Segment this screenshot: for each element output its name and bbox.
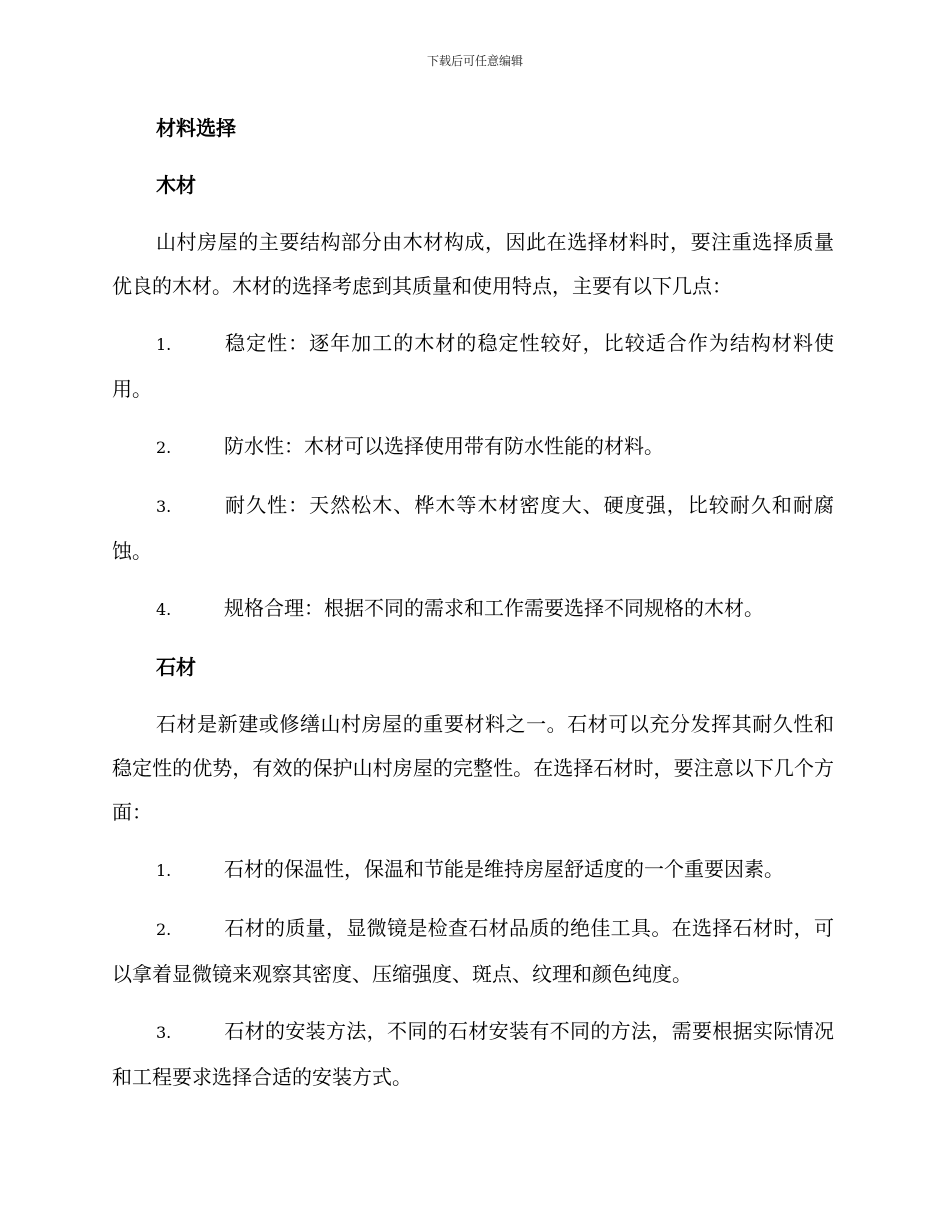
list-item [112, 906, 834, 996]
list-item-number: 2. [156, 438, 172, 457]
list-item-number: 3. [156, 497, 172, 516]
list-item-text: 石材的质量，显微镜是检查石材品质的绝佳工具。在选择石材时，可以拿着显微镜来观察其密度、压缩强度、斑点、纹理和颜色纯度。 [112, 916, 834, 986]
list-item-number: 1. [156, 335, 172, 354]
list-item-number: 4. [156, 600, 172, 619]
list-item-text: 耐久性：天然松木、桦木等木材密度大、硬度强，比较耐久和耐腐蚀。 [112, 493, 834, 563]
list-item [112, 483, 834, 573]
list-item-number: 1. [156, 861, 172, 880]
wood-heading: 木材 [156, 173, 196, 197]
list-item [112, 321, 834, 411]
list-item [112, 424, 834, 470]
section-title: 材料选择 [156, 116, 236, 140]
list-item-text: 防水性：木材可以选择使用带有防水性能的材料。 [224, 434, 664, 458]
wood-intro: 山村房屋的主要结构部分由木材构成，因此在选择材料时，要注重选择质量优良的木材。木材的选择考虑到其质量和使用特点，主要有以下几点： [112, 230, 834, 298]
list-item [112, 1009, 834, 1099]
list-item-number: 2. [156, 920, 172, 939]
document-body [112, 106, 834, 1112]
list-item-number: 3. [156, 1023, 172, 1042]
list-item-text: 稳定性：逐年加工的木材的稳定性较好，比较适合作为结构材料使用。 [112, 331, 834, 401]
list-item [112, 586, 834, 632]
list-item-text: 石材的安装方法，不同的石材安装有不同的方法，需要根据实际情况和工程要求选择合适的安装方式。 [112, 1019, 834, 1089]
page-header: 下载后可任意编辑 [426, 54, 523, 68]
stone-heading: 石材 [156, 655, 196, 679]
list-item-text: 石材的保温性，保温和节能是维持房屋舒适度的一个重要因素。 [224, 857, 784, 881]
stone-intro: 石材是新建或修缮山村房屋的重要材料之一。石材可以充分发挥其耐久性和稳定性的优势，有效的保护山村房屋的完整性。在选择石材时，要注意以下几个方面： [112, 712, 834, 824]
list-item [112, 847, 834, 893]
list-item-text: 规格合理：根据不同的需求和工作需要选择不同规格的木材。 [224, 596, 764, 620]
